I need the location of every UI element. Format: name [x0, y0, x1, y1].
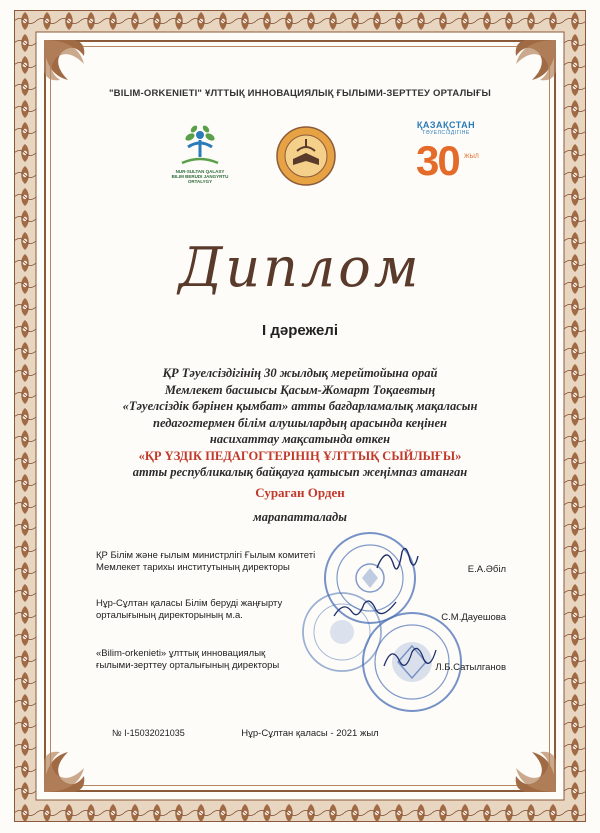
body-line: «Тәуелсіздік бәрінен қымбат» атты бағдарламалық мақаласын — [122, 399, 478, 413]
body-line: атты республикалық байқауға қатысып жеңімпаз атанған — [132, 465, 468, 479]
city-year: Нұр-Сұлтан қаласы - 2021 жыл — [241, 728, 379, 739]
signatory-position-line: орталығының директорының м.а. — [96, 610, 243, 621]
signatory-position-line: «Bilim-orkenieti» ұлттық инновациялық — [96, 648, 266, 659]
organization-title: "BILIM-ORKENIETI" ҰЛТТЫҚ ИННОВАЦИЯЛЫҚ ҒЫЛЫМИ-ЗЕРТТЕУ ОРТАЛЫҒЫ — [108, 88, 492, 99]
competition-name: «ҚР ҮЗДІК ПЕДАГОГТЕРІНІҢ ҰЛТТЫҚ СЫЙЛЫҒЫ» — [138, 448, 462, 463]
signatory-position-line: ҚР Білім және ғылым министрлігі Ғылым комитеті — [96, 550, 316, 561]
signatory-position-line: ғылыми-зерттеу орталығының директоры — [96, 660, 280, 671]
signatory-position — [96, 550, 366, 574]
signatory-position-line: Мемлекет тарихы институтының директоры — [96, 562, 290, 573]
signatory-row — [96, 648, 516, 674]
signatory-name: Л.Б.Сатылганов — [435, 662, 506, 673]
bilim-orkenieti-emblem-icon — [275, 125, 337, 187]
signatory-position-line: Нұр-Сұлтан қаласы Білім беруді жаңғырту — [96, 598, 283, 609]
degree-label: I дәрежелі — [262, 322, 338, 339]
body-line: педагогтермен білім алушылардың арасында кеңінен — [153, 415, 447, 430]
anniversary-number: 30 — [416, 137, 459, 184]
kazakhstan-30-logo — [408, 120, 484, 186]
signatory-position — [96, 648, 366, 672]
education-center-logo — [160, 125, 240, 187]
signatory-position — [96, 598, 366, 622]
education-center-logo-text — [160, 169, 240, 184]
body-line: Мемлекет басшысы Қасым-Жомарт Тоқаевтың — [164, 382, 436, 397]
body-line: ҚР Тәуелсіздігінің 30 жылдық мерейтойына орай — [162, 366, 438, 380]
independence-label: ТӘУЕЛСІЗДІГІНЕ — [422, 130, 470, 136]
logo-left-line1: NUR-SULTAN QALASY — [175, 169, 225, 174]
awarded-label: марапатталады — [253, 510, 347, 524]
signatory-row — [96, 550, 516, 576]
diploma-body — [80, 365, 520, 481]
recipient-name: Сураган Орден — [255, 485, 345, 500]
diploma-title: Диплом — [178, 236, 422, 299]
signatory-name: С.М.Дауешова — [441, 612, 506, 623]
tree-person-icon — [160, 125, 240, 169]
diploma-number: № I-15032021035 — [112, 728, 185, 738]
signatory-name: Е.А.Әбіл — [467, 564, 506, 575]
kazakhstan-label: ҚАЗАҚСТАН — [416, 120, 476, 130]
body-line: насихаттау мақсатында өткен — [209, 432, 391, 446]
logo-left-line2: BILIM BERUDI JANGYRTU ORTALYGY — [171, 174, 229, 184]
years-label: ЖЫЛ — [464, 154, 479, 160]
signatory-row — [96, 598, 516, 624]
